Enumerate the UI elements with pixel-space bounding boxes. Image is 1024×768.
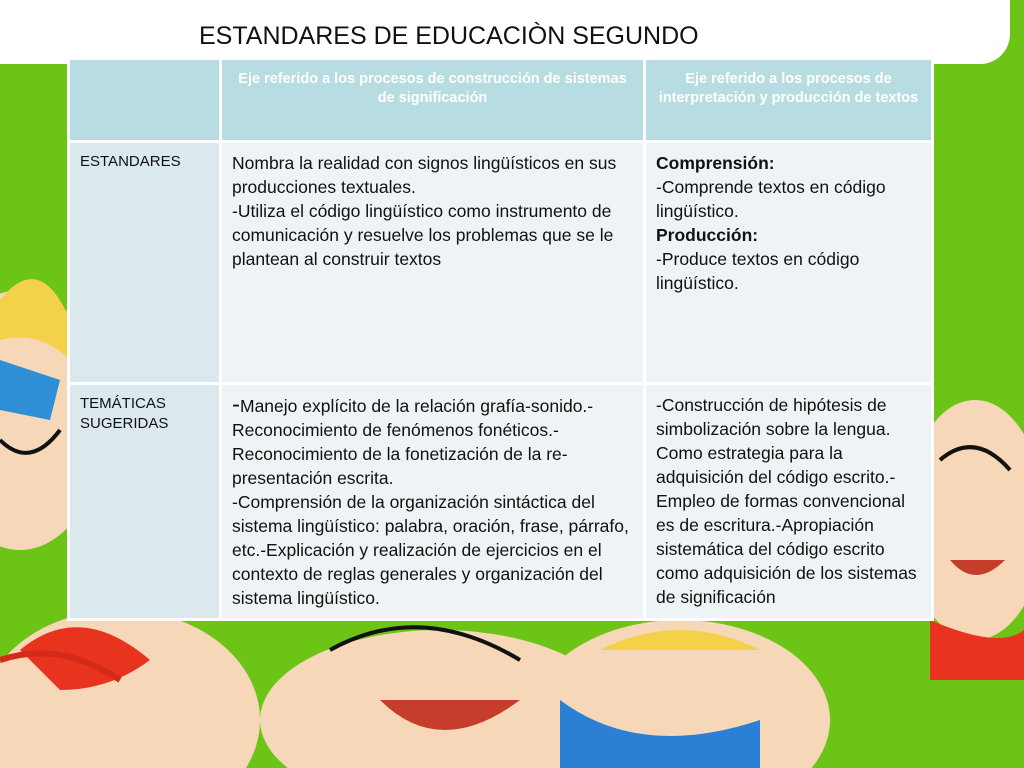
header-interpretacion: Eje referido a los procesos de interpretación y producción de textos (645, 59, 933, 142)
row-label-line: TEMÁTICAS (80, 395, 166, 412)
header-construccion: Eje referido a los procesos de construcción de sistemas de significación (221, 59, 645, 142)
table-row (69, 142, 933, 384)
cell-text: Nombra la realidad con signos lingüísticos en sus producciones textuales. (232, 153, 617, 197)
cell-tematicas-interpretacion: -Construcción de hipótesis de simbolización sobre la lengua. Como estrategia para la adquisición del código escrito.-Empleo de formas convencional es de escritura.-Apropiación sistemática del código escrito como adquisición de los sistemas de significación (645, 384, 933, 620)
cell-text (232, 393, 633, 490)
row-label-tematicas (69, 384, 221, 620)
header-empty-cell (69, 59, 221, 142)
cell-text: -Comprensión de la organización sintáctica del sistema lingüístico: palabra, oración, frase, párrafo, etc.-Explicación y realización de ejercicios en el contexto de reglas generales y organización del sistema lingüístico. (232, 492, 629, 608)
table-header-row (69, 59, 933, 142)
standards-table (67, 57, 934, 621)
cell-text: -Produce textos en código lingüístico. (656, 249, 860, 293)
slide-title: ESTANDARES DE EDUCACIÒN SEGUNDO (199, 22, 699, 50)
cell-estandares-construccion (221, 142, 645, 384)
cell-text: -Comprende textos en código lingüístico. (656, 177, 886, 221)
produccion-heading: Producción: (656, 225, 759, 245)
comprension-heading: Comprensión: (656, 153, 775, 173)
cell-tematicas-construccion (221, 384, 645, 620)
cell-text: -Utiliza el código lingüístico como instrumento de comunicación y resuelve los problemas que se le plantean al construir textos (232, 201, 614, 269)
cell-dash: - (232, 391, 240, 418)
cell-estandares-interpretacion (645, 142, 933, 384)
row-label-estandares: ESTANDARES (69, 142, 221, 384)
cell-text-span: Manejo explícito de la relación grafía-sonido.-Reconocimiento de fenómenos fonéticos.-Reconocimiento de la fonetización de la re-presentación escrita. (232, 396, 594, 488)
row-label-line: SUGERIDAS (80, 415, 169, 432)
table-row (69, 384, 933, 620)
